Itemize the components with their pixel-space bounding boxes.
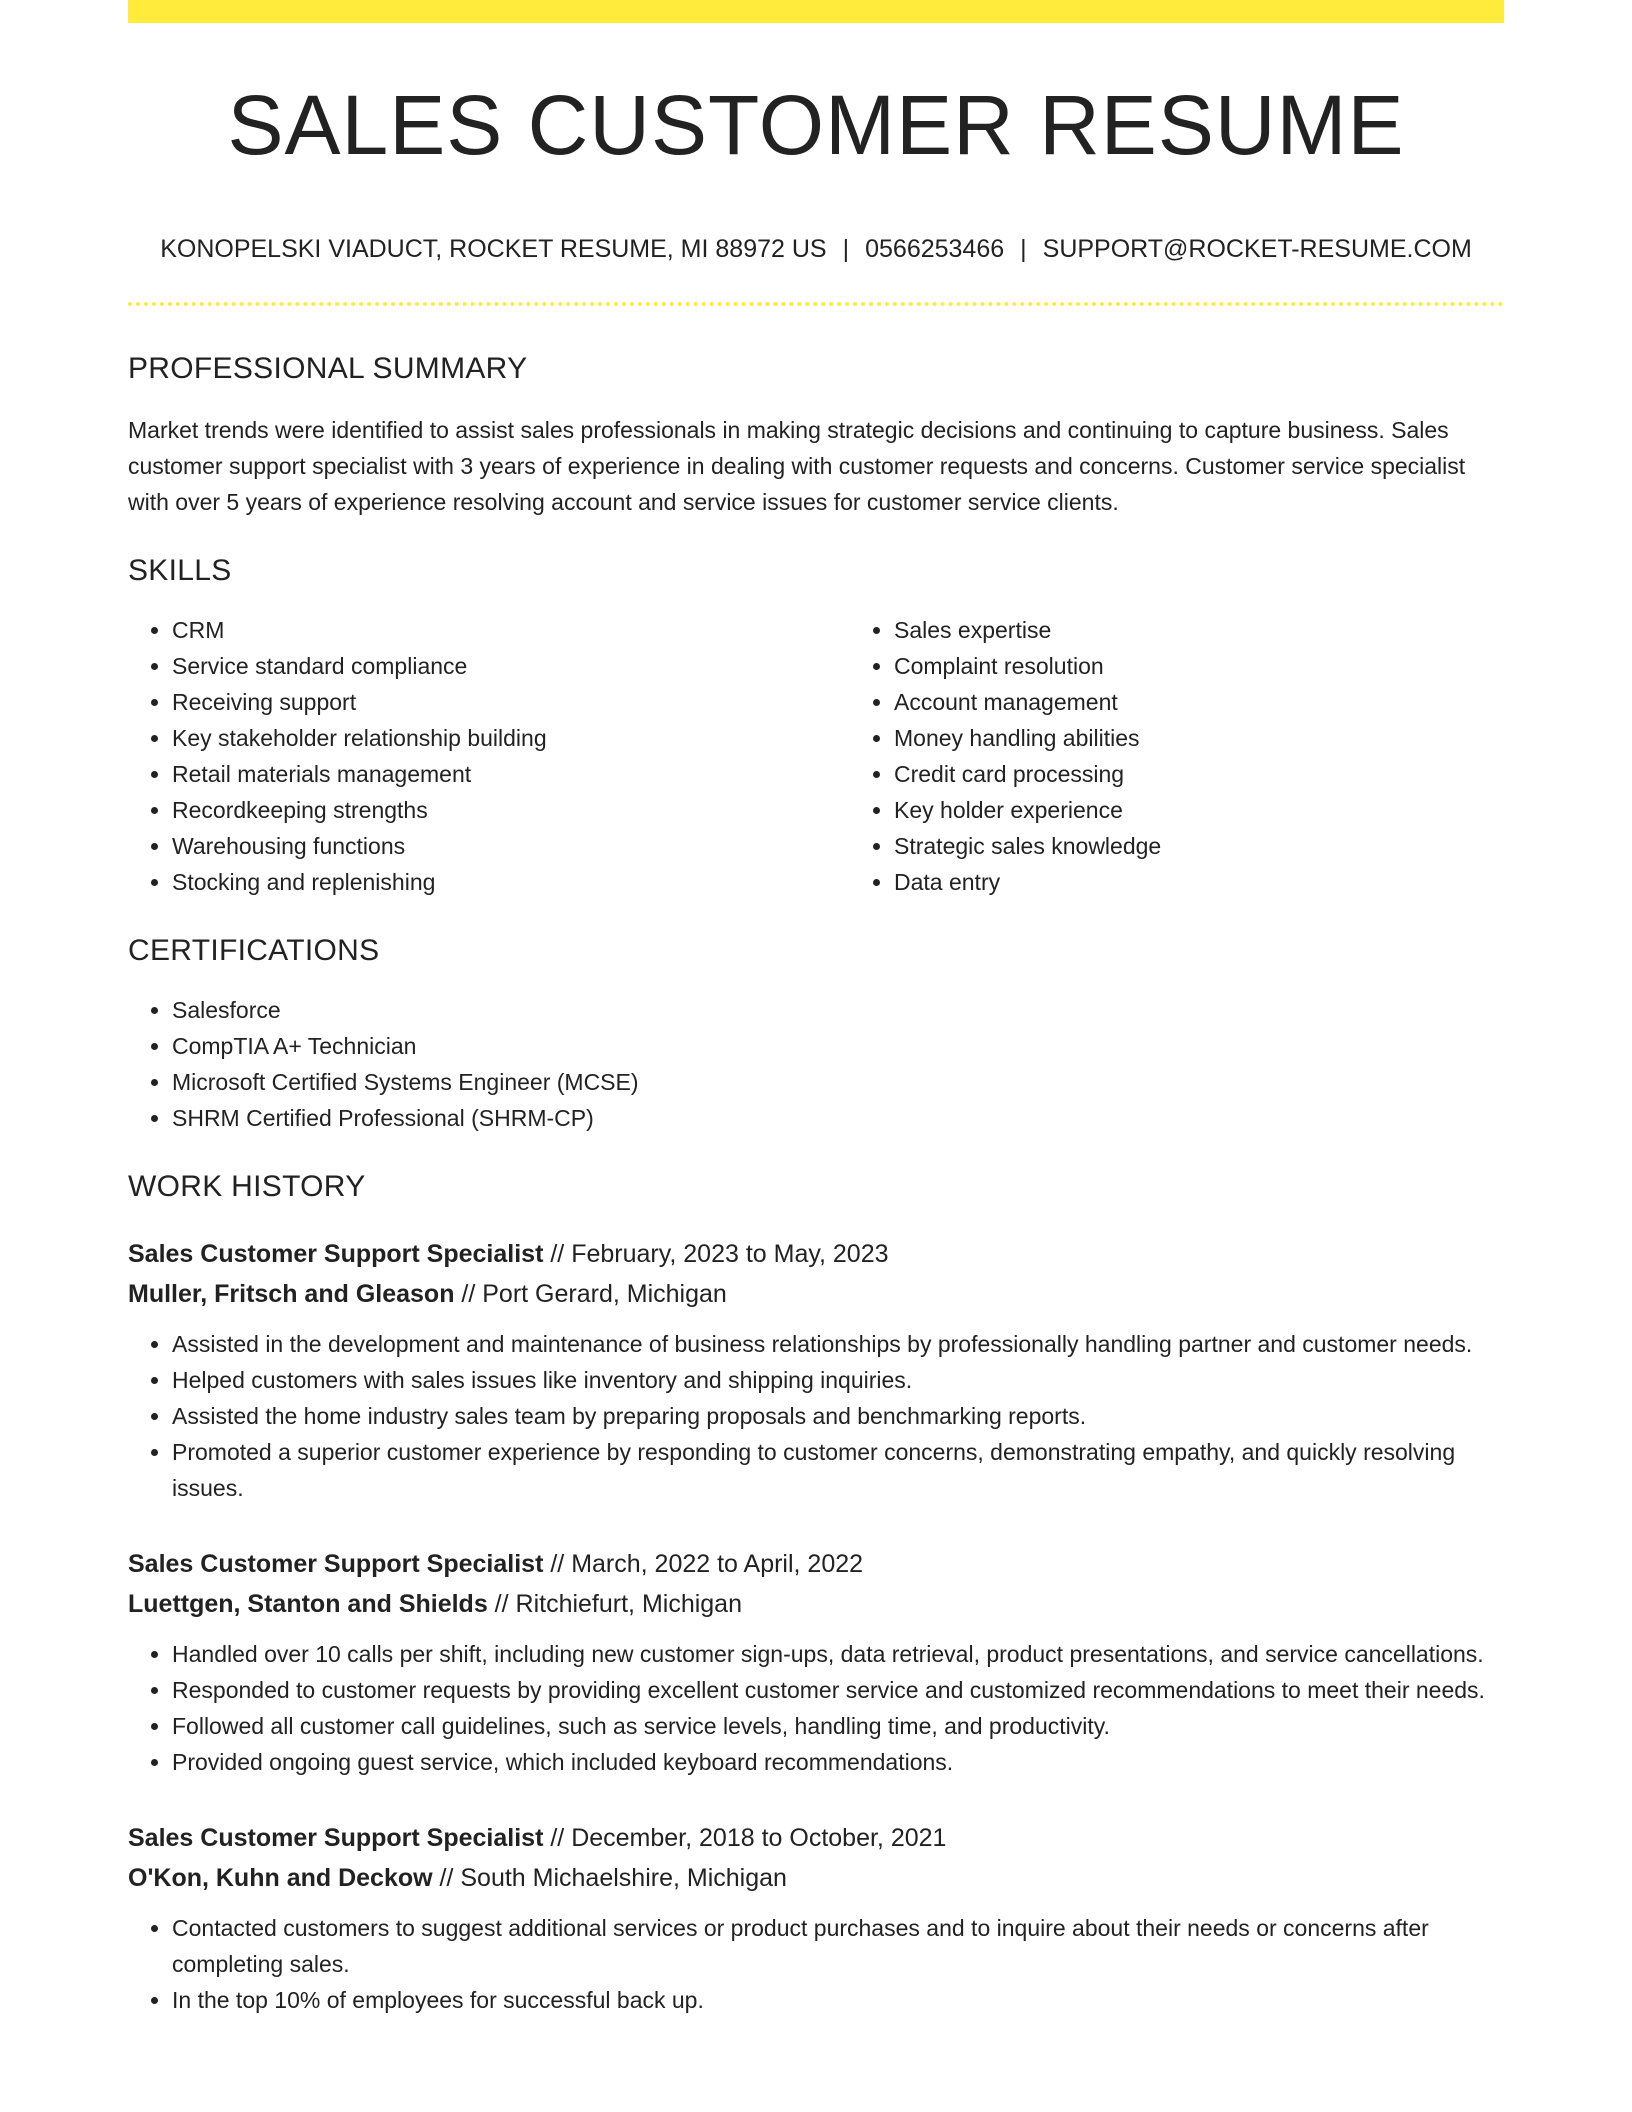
skills-columns <box>128 612 1504 900</box>
skills-list-right <box>850 612 1504 900</box>
contact-line <box>128 237 1504 262</box>
resume-page <box>128 0 1504 2018</box>
job-title-line <box>128 1234 1504 1274</box>
skill-item: • Strategic sales knowledge <box>894 828 1504 864</box>
skills-heading: SKILLS <box>128 554 232 587</box>
job-bullet: • Promoted a superior customer experience by responding to customer concerns, demonstrating empathy, and quickly resolving issues. <box>172 1434 1504 1506</box>
job-title: Sales Customer Support Specialist <box>128 1824 544 1852</box>
contact-separator: | <box>842 235 850 263</box>
skill-item: • Credit card processing <box>894 756 1504 792</box>
job-location: // South Michaelshire, Michigan <box>432 1864 787 1892</box>
skill-item: • Retail materials management <box>172 756 850 792</box>
job-entry <box>128 1544 1504 1780</box>
skill-item: • CRM <box>172 612 850 648</box>
work-history-heading: WORK HISTORY <box>128 1170 366 1203</box>
certification-item: • Salesforce <box>172 992 1504 1028</box>
skill-item: • Key holder experience <box>894 792 1504 828</box>
job-title: Sales Customer Support Specialist <box>128 1550 544 1578</box>
contact-email[interactable]: SUPPORT@ROCKET-RESUME.COM <box>1042 235 1472 263</box>
job-bullet: • Helped customers with sales issues like inventory and shipping inquiries. <box>172 1362 1504 1398</box>
summary-text: Market trends were identified to assist sales professionals in making strategic decisions and continuing to capture business. Sales customer support specialist with 3 years of experience in dealing with customer requests and concerns. Customer service specialist with over 5 years of experience resolving account and service issues for customer service clients. <box>128 417 1466 515</box>
job-bullets <box>128 1636 1504 1780</box>
contact-phone: 0566253466 <box>865 235 1005 263</box>
job-location: // Port Gerard, Michigan <box>454 1280 727 1308</box>
job-bullet: • Assisted in the development and maintenance of business relationships by professionally handling partner and customer needs. <box>172 1326 1504 1362</box>
certifications-heading: CERTIFICATIONS <box>128 934 380 967</box>
job-bullets <box>128 1326 1504 1506</box>
job-title-line <box>128 1818 1504 1858</box>
job-bullet: • Contacted customers to suggest additional services or product purchases and to inquire about their needs or concerns after completing sales. <box>172 1910 1504 1982</box>
contact-address: KONOPELSKI VIADUCT, ROCKET RESUME, MI 88972 US <box>160 235 827 263</box>
skill-item: • Stocking and replenishing <box>172 864 850 900</box>
skill-item: • Warehousing functions <box>172 828 850 864</box>
skill-item: • Receiving support <box>172 684 850 720</box>
skill-item: • Money handling abilities <box>894 720 1504 756</box>
job-entry <box>128 1234 1504 1506</box>
summary-heading: PROFESSIONAL SUMMARY <box>128 352 528 385</box>
job-bullet: • Provided ongoing guest service, which included keyboard recommendations. <box>172 1744 1504 1780</box>
job-title-line <box>128 1544 1504 1584</box>
job-bullet: • Assisted the home industry sales team by preparing proposals and benchmarking reports. <box>172 1398 1504 1434</box>
certification-item: • CompTIA A+ Technician <box>172 1028 1504 1064</box>
skill-item: • Account management <box>894 684 1504 720</box>
skill-item: • Service standard compliance <box>172 648 850 684</box>
work-history-section <box>128 1172 1504 2018</box>
skill-item: • Complaint resolution <box>894 648 1504 684</box>
skills-section <box>128 556 1504 900</box>
job-dates: // February, 2023 to May, 2023 <box>543 1240 889 1268</box>
job-company: O'Kon, Kuhn and Deckow <box>128 1864 433 1892</box>
accent-bar <box>128 0 1504 23</box>
job-location: // Ritchiefurt, Michigan <box>487 1590 742 1618</box>
job-bullets <box>128 1910 1504 2018</box>
contact-separator: | <box>1020 235 1027 263</box>
job-company: Luettgen, Stanton and Shields <box>128 1590 488 1618</box>
job-company-line <box>128 1858 1504 1898</box>
skill-item: • Sales expertise <box>894 612 1504 648</box>
certification-item: • SHRM Certified Professional (SHRM-CP) <box>172 1100 1504 1136</box>
job-company-line <box>128 1274 1504 1314</box>
job-bullet: • Followed all customer call guidelines, such as service levels, handling time, and productivity. <box>172 1708 1504 1744</box>
job-dates: // March, 2022 to April, 2022 <box>543 1550 864 1578</box>
skill-item: • Key stakeholder relationship building <box>172 720 850 756</box>
skill-item: • Recordkeeping strengths <box>172 792 850 828</box>
job-company: Muller, Fritsch and Gleason <box>128 1280 455 1308</box>
job-dates: // December, 2018 to October, 2021 <box>543 1824 947 1852</box>
job-bullet: • In the top 10% of employees for successful back up. <box>172 1982 1504 2018</box>
summary-section <box>128 354 1504 520</box>
job-company-line <box>128 1584 1504 1624</box>
certifications-section <box>128 936 1504 1136</box>
job-entry <box>128 1818 1504 2018</box>
certifications-list <box>128 992 1504 1136</box>
dotted-divider <box>128 302 1504 306</box>
job-title: Sales Customer Support Specialist <box>128 1240 544 1268</box>
job-bullet: • Responded to customer requests by providing excellent customer service and customized recommendations to meet their needs. <box>172 1672 1504 1708</box>
certification-item: • Microsoft Certified Systems Engineer (MCSE) <box>172 1064 1504 1100</box>
skill-item: • Data entry <box>894 864 1504 900</box>
skills-list-left <box>128 612 850 900</box>
resume-title: SALES CUSTOMER RESUME <box>227 78 1405 172</box>
job-bullet: • Handled over 10 calls per shift, including new customer sign-ups, data retrieval, product presentations, and service cancellations. <box>172 1636 1504 1672</box>
